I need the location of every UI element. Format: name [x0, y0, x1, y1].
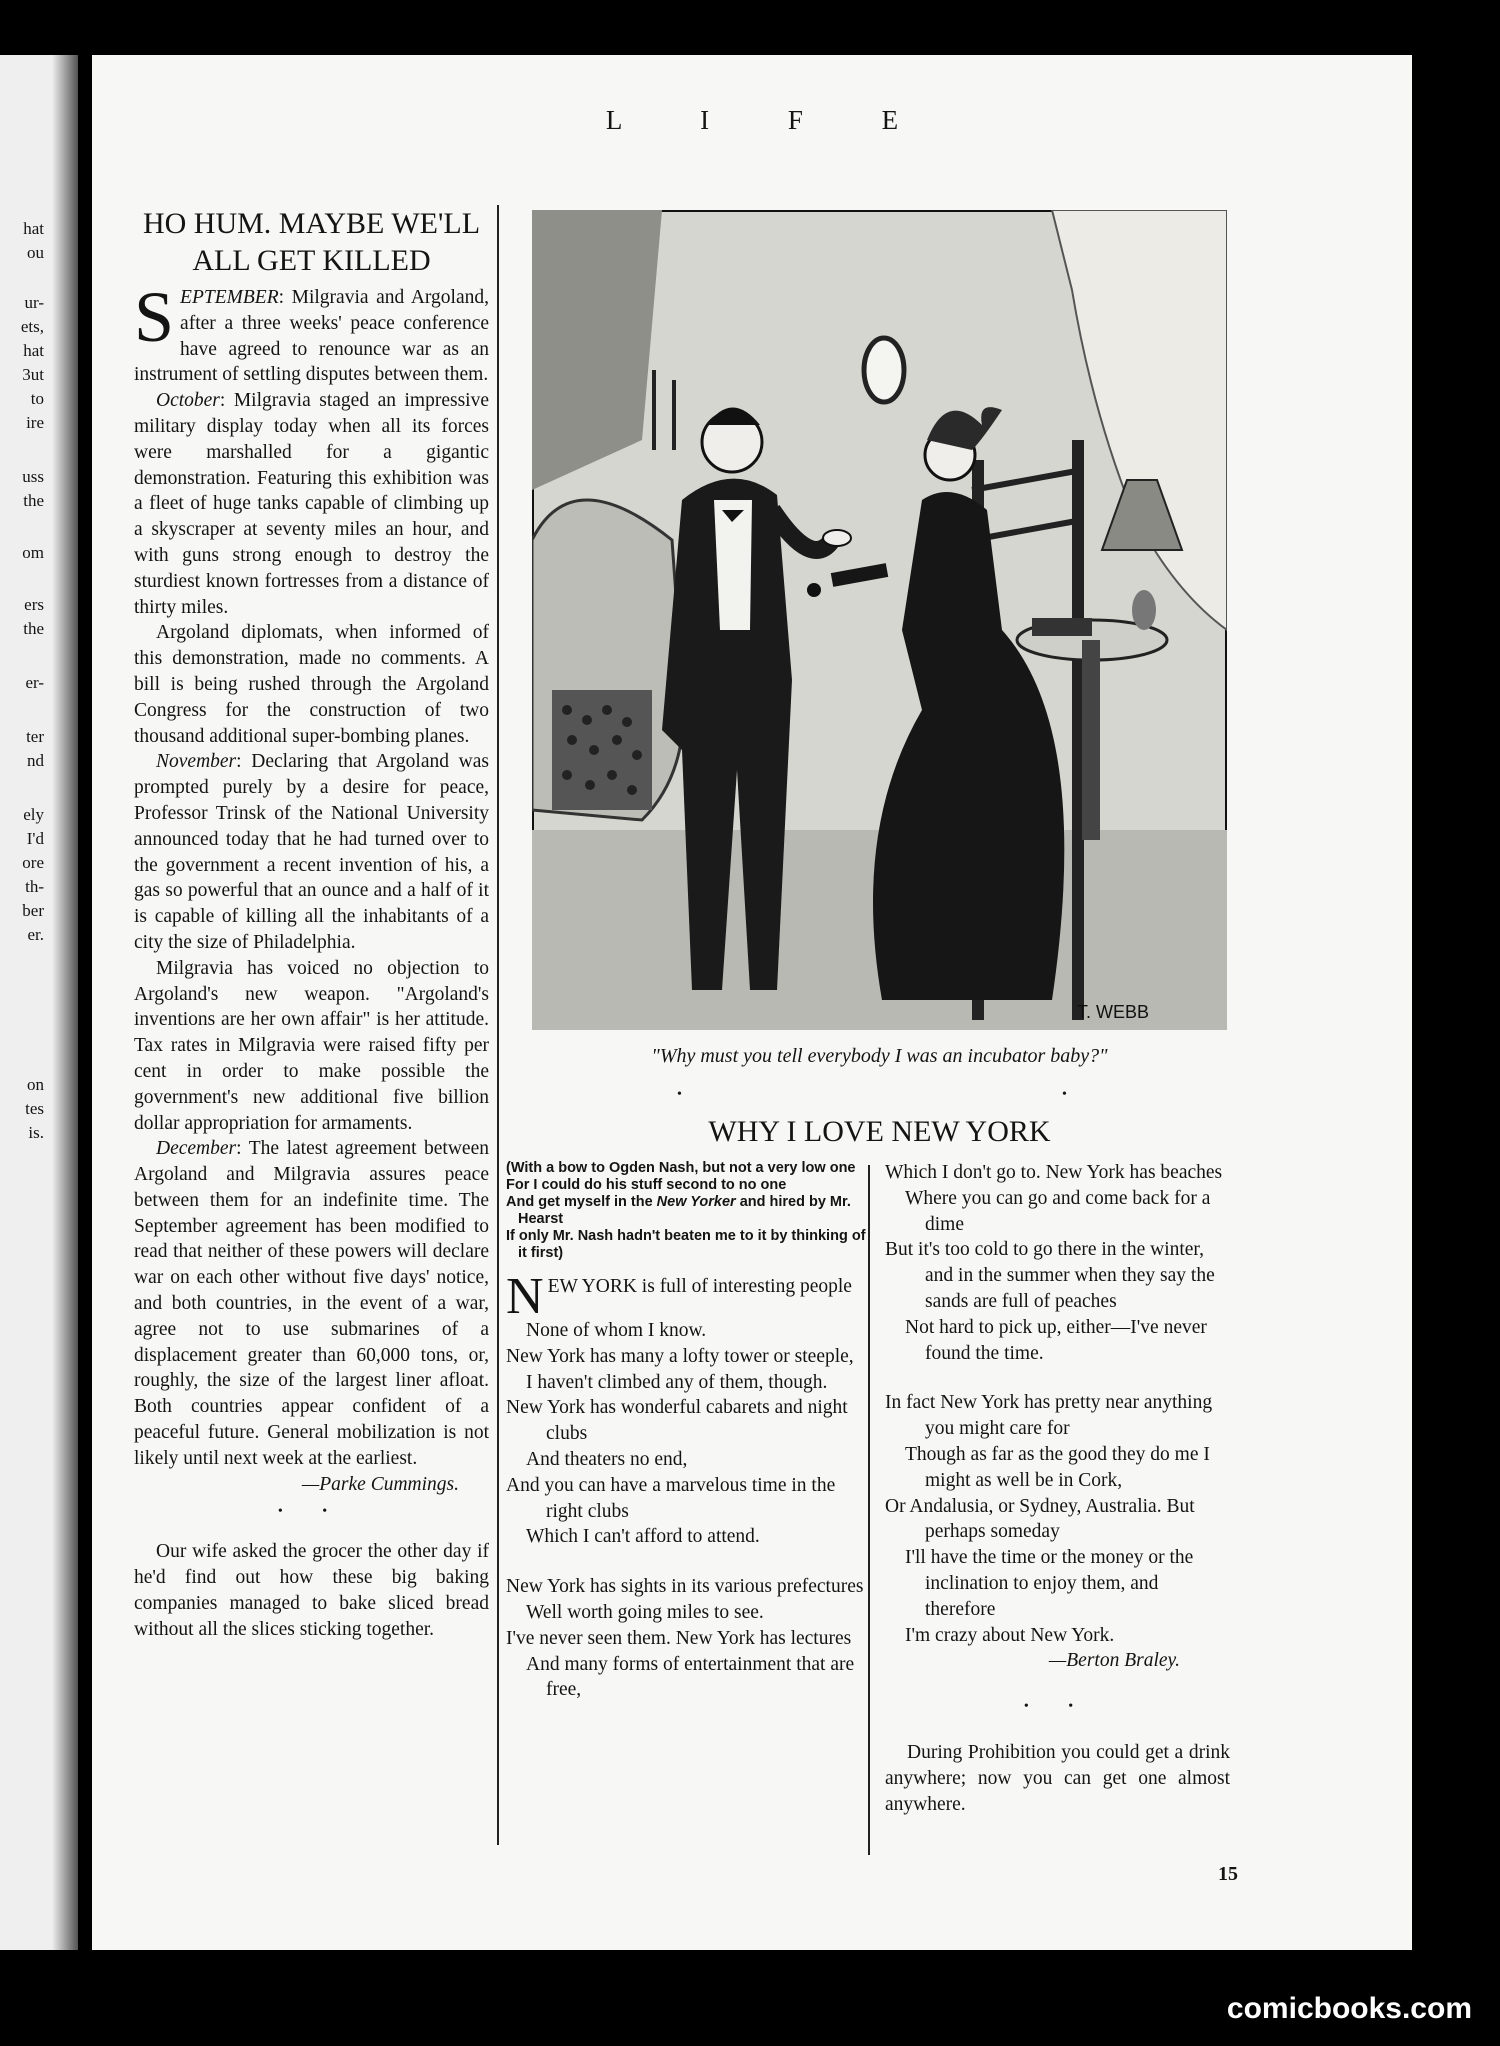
verse-line: Which I don't go to. New York has beaches: [885, 1162, 1223, 1183]
verse-line: I've never seen them. New York has lectures: [506, 1627, 852, 1649]
left-page-fragment: hat: [23, 219, 44, 238]
intro-line: [506, 1194, 866, 1228]
left-page-fragment: tes: [25, 1099, 44, 1118]
masthead: L I F E: [605, 105, 935, 135]
verse-line: Which I can't afford to attend.: [526, 1526, 760, 1548]
verse-line: Or Andalusia, or Sydney, Australia. But perhaps someday: [885, 1495, 1195, 1543]
intro-line: If only Mr. Nash hadn't beaten me to it by thinking of it first): [506, 1228, 866, 1261]
paragraph-text: : The latest agreement between Argoland and Milgravia assures peace between them for an indefinite time. The September agreement has been modified to read that neither of these powers will declare war on each other without five days' notice, and both countries, in the event of a war, agree not to use submarines of a displacement greater than 60,000 tons, or, roughly, the size of the largest liner afloat. Both countries appear confident of a peaceful future. General mobilization is not likely until next week at the earliest.: [134, 1138, 489, 1469]
section-separator: • •: [277, 1504, 346, 1520]
verse-line: And many forms of entertainment that are free,: [526, 1653, 855, 1701]
filler-paragraph: Our wife asked the grocer the other day if he'd find out how these big baking companies managed to bake sliced bread without all the slices sticking together.: [134, 1541, 489, 1640]
left-page-fragment: om: [22, 543, 44, 562]
verse-line: None of whom I know.: [526, 1320, 707, 1341]
paragraph: Milgravia has voiced no objection to Argoland's new weapon. "Argoland's inventions are her own affair" is her attitude. Tax rates in Milgravia were raised fifty per cent in order to make possible the government's new additional five billion dollar appropriation for armaments.: [134, 957, 489, 1134]
intro-text: And get myself in the: [506, 1194, 657, 1210]
article-title: WHY I LOVE NEW YORK: [708, 1115, 1051, 1148]
verse-line: Though as far as the good they do me I might as well be in Cork,: [905, 1443, 1210, 1491]
filler-paragraph: During Prohibition you could get a drink anywhere; now you can get one almost anywhere.: [885, 1741, 1230, 1815]
magazine-name: New Yorker: [656, 1194, 736, 1210]
month-label: December: [156, 1138, 237, 1160]
drop-cap: N: [506, 1268, 544, 1325]
verse-line: I'm crazy about New York.: [905, 1624, 1115, 1646]
verse-line: New York has sights in its various prefectures: [506, 1576, 864, 1598]
poem-intro: [506, 1160, 866, 1262]
bullet-mark: •: [1062, 1087, 1067, 1102]
left-page-fragment: nd: [27, 751, 44, 770]
bullet-mark: •: [677, 1087, 682, 1102]
page-gutter-shadow: [52, 55, 78, 1950]
verse-line: Where you can go and come back for a dime: [905, 1187, 1211, 1235]
paragraph-text: : Milgravia and Argoland, after a three weeks' peace conference have agreed to renounce war as an instrument of settling disputes between them.: [134, 287, 489, 386]
intro-line: For I could do his stuff second to no one: [506, 1177, 787, 1193]
left-page-fragment: ely: [23, 805, 44, 824]
left-page-fragment: 3ut: [22, 365, 44, 384]
left-page-fragment: ets,: [20, 317, 44, 336]
left-page-fragment: on: [27, 1075, 44, 1094]
intro-line: (With a bow to Ogden Nash, but not a very low one: [506, 1160, 856, 1176]
left-page-fragment: ber: [22, 901, 44, 920]
left-page-fragment: er.: [27, 925, 44, 944]
author-signature: —Parke Cummings.: [301, 1473, 459, 1495]
paragraph-text: : Declaring that Argoland was prompted purely by a desire for peace, Professor Trinsk of the National University announced today that he had turned over to the government a recent invention of his, a gas so powerful that an ounce and a half of it is capable of killing all the inhabitants of a city the size of Philadelphia.: [134, 751, 489, 953]
left-facing-page: [0, 55, 78, 1950]
month-label: October: [156, 390, 220, 412]
left-page-fragment: the: [23, 491, 44, 510]
month-label: EPTEMBER: [180, 287, 279, 308]
left-page-fragment: is.: [28, 1123, 44, 1142]
left-page-fragment: the: [23, 619, 44, 638]
verse-line: And you can have a marvelous time in the right clubs: [506, 1474, 836, 1522]
paragraph-text: : Milgravia staged an impressive military display today when all its forces were marshalled for a gigantic demonstration. Featuring this exhibition was a fleet of huge tanks capable of climbing up a skyscraper at seventy miles an hour, and with guns strong enough to destroy the sturdiest known fortresses from a distance of thirty miles.: [134, 390, 489, 618]
section-separator: • •: [1023, 1699, 1092, 1715]
left-page-fragment: ore: [22, 853, 44, 872]
cartoon-drawing: [532, 210, 1227, 1030]
paragraph: [134, 1136, 489, 1471]
verse-line: And theaters no end,: [526, 1448, 688, 1470]
headline-line-2: ALL GET KILLED: [192, 244, 431, 277]
left-page-fragment: ter: [26, 727, 44, 746]
verse-line: In fact New York has pretty near anything you might care for: [885, 1392, 1213, 1440]
left-page-fragment: er-: [25, 673, 44, 692]
verse-line: Well worth going miles to see.: [526, 1601, 764, 1623]
verse-line: I'll have the time or the money or the inclination to enjoy them, and therefore: [905, 1547, 1194, 1620]
poem-column-right: [885, 1160, 1230, 1817]
left-page-fragment: uss: [22, 467, 44, 486]
left-page-fragment: ur-: [24, 293, 44, 312]
verse-text: EW YORK is full of interesting people: [547, 1276, 852, 1297]
article-headline: [134, 205, 489, 279]
watermark: comicbooks.com: [1226, 1992, 1472, 2025]
paragraph: [134, 749, 489, 955]
left-page-fragment: hat: [23, 341, 44, 360]
article-ho-hum: [134, 205, 489, 1642]
verse-line: [506, 1268, 866, 1325]
verse-line: I haven't climbed any of them, though.: [526, 1371, 828, 1393]
left-page-fragment: th-: [25, 877, 44, 896]
cartoon-illustration: [532, 210, 1227, 1030]
left-page-fragment: ou: [27, 243, 44, 262]
author-signature: —Berton Braley.: [1048, 1650, 1180, 1672]
left-page-fragment: ire: [26, 413, 44, 432]
verse-line: But it's too cold to go there in the winter, and in the summer when they say the sands are full of peaches: [885, 1239, 1215, 1312]
column-rule: [868, 1165, 870, 1855]
intro-text: and hired by Mr. Hearst: [518, 1194, 851, 1227]
paragraph: Argoland diplomats, when informed of this demonstration, made no comments. A bill is being rushed through the Argoland Congress for the construction of two thousand additional super-bombing planes.: [134, 622, 489, 747]
month-label: November: [156, 751, 237, 773]
column-rule: [497, 205, 499, 1845]
left-page-fragment: I'd: [26, 829, 44, 848]
cartoon-signature: T. WEBB: [1077, 1002, 1150, 1022]
verse-line: Not hard to pick up, either—I've never found the time.: [905, 1316, 1207, 1364]
left-page-fragment: to: [30, 389, 44, 408]
verse-line: New York has many a lofty tower or steeple,: [506, 1345, 854, 1367]
drop-cap: S: [134, 277, 175, 357]
headline-line-1: HO HUM. MAYBE WE'LL: [142, 207, 481, 240]
paragraph: [134, 388, 489, 620]
cartoon-caption: "Why must you tell everybody I was an incubator baby?": [651, 1045, 1108, 1067]
page-number: 15: [1218, 1863, 1238, 1885]
paragraph: [134, 277, 489, 388]
poem-column-left: [506, 1160, 866, 1703]
verse-line: New York has wonderful cabarets and night clubs: [506, 1397, 848, 1445]
magazine-page: [92, 55, 1412, 1950]
left-page-fragment: ers: [24, 595, 44, 614]
